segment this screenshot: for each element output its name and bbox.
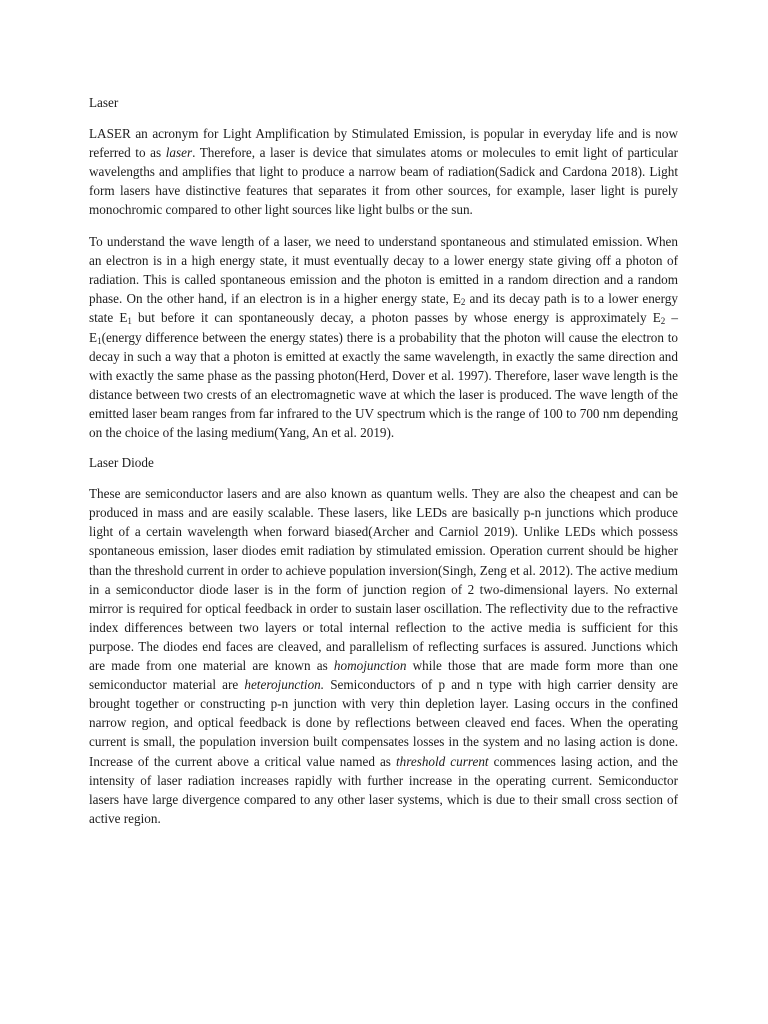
paragraph-wavelength: To understand the wave length of a laser, we need to understand spontaneous and stimulated emission. When an electron is in a high energy state, it must eventually decay to a lower energy state giving off a photon of radiation. This is called spontaneous emission and the photon is emitted in a random direction and a random phase. On the other hand, if an electron is in a higher energy state, $E_2$ and its decay path is to a lower energy state $E_1$ but before it can spontaneously decay, a photon passes by whose energy is approximately $E_2$ – $E_1(energy$ difference between the energy states) there is a probability that the photon will cause the electron to decay in such a way that a photon is emitted at exactly the same wavelength, in exactly the same direction and with exactly the same phase as the passing photon(Herd, Dover et al. 1997). Therefore, laser wave length is the distance between two crests of an electromagnetic wave at which the laser is produced. The wave length of the emitted laser beam ranges from far infrared to the UV spectrum which is the range of 100 to 700 nm depending on the choice of the lasing medium(Yang, An et al. 2019). [89,234,678,440]
italic-term-homojunction: homojunction [333,658,407,674]
subscript: 2 [660,316,666,327]
subscript: 1 [97,335,102,346]
paragraph-laser-definition: LASER an acronym for Light Amplification by Stimulated Emission, is popular in everyday life and is now referred to as laser. Therefore, a laser is device that simulates atoms or molecules to emit light of particular wavelengths and amplifies that light to produce a narrow beam of radiation(Sadick and Cardona 2018). Light form lasers have distinctive features that separates it from other sources, for example, laser light is purely monochromic compared to other light sources like light bulbs or the sun. [89,126,678,218]
subscript: 1 [127,316,132,327]
section-heading-laser: Laser [89,95,119,110]
italic-term-threshold-current: threshold current [395,753,489,769]
paragraph-laser-diode: These are semiconductor lasers and are also known as quantum wells. They are also the cheapest and can be produced in mass and are easily scalable. These lasers, like LEDs are basically p-n junctions which produce light of a certain wavelength when forward biased(Archer and Carniol 2019). Unlike LEDs which possess spontaneous emission, laser diodes emit radiation by stimulated emission. Operation current should be higher than the threshold current in order to achieve population inversion(Singh, Zeng et al. 2012). The active medium in a semiconductor diode laser is in the form of junction region of 2 two-dimensional layers. No external mirror is required for optical feedback in order to sustain laser oscillation. The reflectivity due to the refractive index differences between two layers or total internal reflection to the active media is sufficient for this purpose. The diodes end faces are cleaved, and parallelism of reflecting surfaces is assured. Junctions which are made from one material are known as homojunction while those that are made form more than one semiconductor material are heterojunction. Semiconductors of p and n type with high carrier density are brought together or constructing p-n junction with very thin depletion layer. Lasing occurs in the confined narrow region, and optical feedback is done by reflections between cleaved end faces. When the operating current is small, the population inversion built compensates losses in the system and no lasing action is done. Increase of the current above a critical value named as threshold current commences lasing action, and the intensity of laser radiation increases rapidly with further increase in the operating current. Semiconductor lasers have large divergence compared to any other laser systems, which is due to their small cross section of active region. [89,486,679,826]
italic-term-heterojunction: heterojunction. [244,677,325,693]
italic-term-laser: laser [165,145,193,161]
section-heading-laser-diode: Laser Diode [89,455,154,471]
subscript: 2 [460,297,466,308]
document-page [89,93,678,840]
